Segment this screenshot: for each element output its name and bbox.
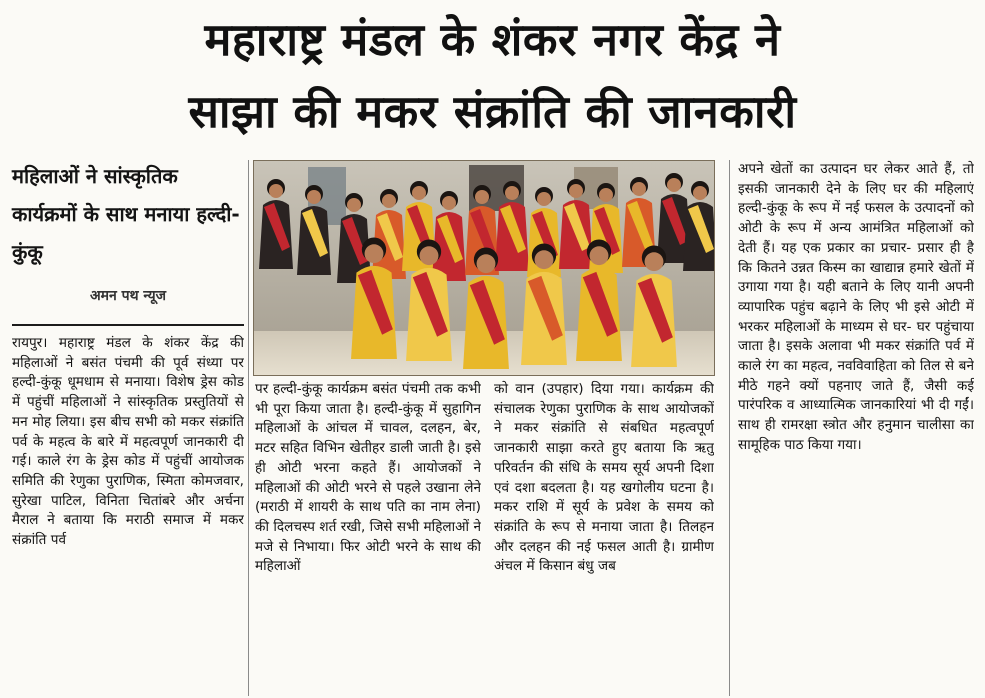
article-column-3: को वान (उपहार) दिया गया। कार्यक्रम की संचालक रेणुका पुराणिक के साथ आयोजकों ने मकर संक्रांति से संबधित महत्वपूर्ण जानकारी साझा करते हुए बताया कि ऋतु परिवर्तन की संधि के समय सूर्य अपनी दिशा एवं दशा बदलता है। यह खगोलीय घटना है। मकर राशि में सूर्य के प्रवेश के समय को संक्रांति के रूप से मनाया जाता है। तिलहन और दलहन की नई फसल आती है। ग्रामीण अंचल में किसान बंधु जब [494, 381, 714, 575]
group-photo [253, 160, 715, 376]
rule-left-top [12, 324, 244, 326]
headline-line-1: महाराष्ट्र मंडल के शंकर नगर केंद्र ने [204, 13, 781, 66]
article-column-4: अपने खेतों का उत्पादन घर लेकर आते हैं, तो इसकी जानकारी देने के लिए घर की महिलाएं हल्दी-कुंकू के रूप में नई फसल के उत्पादनों को ओटी के रूप में अन्य आमंत्रित महिलाओं को देती हैं। यह एक प्रकार का प्रचार- प्रसार ही है कि कितने उन्नत किस्म का खाद्यान्न हमारे खेतों में उगाया गया है। यही बताने के लिए यानी अपनी व्यापारिक पहुंच बढ़ाने के लिए भी इसे ओटी में भरकर महिलाओं के माध्यम से घर- घर पहुंचाया जाता है। इसके अलावा भी मकर संक्रांति पर्व में काले रंग का महत्व, नवविवाहिता को तिल से बने मीठे गहने क्यों पहनाए जाते हैं, जैसी कई पारंपरिक व आध्यात्मिक जानकारियां भी दी गईं। साथ ही रामरक्षा स्त्रोत और हनुमान चालीसा का सामूहिक पाठ किया गया। [738, 161, 974, 453]
divider-vertical-right [729, 160, 730, 696]
subheadline: महिलाओं ने सांस्कृतिक कार्यक्रमों के साथ मनाया हल्दी-कुंकू [12, 164, 240, 264]
group-photo-women-in-sarees-icon [254, 161, 714, 375]
article-column-2: पर हल्दी-कुंकू कार्यक्रम बसंत पंचमी तक कभी भी पूरा किया जाता है। हल्दी-कुंकू में सुहागिन महिलाओं के आंचल में चावल, दलहन, बेर, मटर सहित विभिन खेतीहर डाली जाती है। इसे ही ओटी भरना कहते हैं। आयोजकों ने महिलाओं की ओटी भरने से पहले उखाना लेने (मराठी में शायरी के साथ पति का नाम लेना) की दिलचस्प शर्त रखी, जिसे सभी महिलाओं ने मजे से निभाया। फिर ओटी भरने के साथ की महिलाओं [255, 381, 481, 575]
headline-line-2: साझा की मकर संक्रांति की जानकारी [188, 85, 797, 138]
article-column-1: रायपुर। महाराष्ट्र मंडल के शंकर केंद्र की महिलाओं ने बसंत पंचमी की पूर्व संध्या पर हल्दी-कुंकू धूमधाम से मनाया। विशेष ड्रेस कोड में पहुंचीं महिलाओं ने सांस्कृतिक प्रस्तुतियों से मन मोह लिया। इस बीच सभी को मकर संक्रांति पर्व के महत्व के बारे में महत्वपूर्ण जानकारी दी गई। काले रंग के ड्रेस कोड में पहुंचीं आयोजक समिति की रेणुका पुराणिक, स्मिता कोमजवार, सुरेखा पाटिल, विनिता चितांबरे और अर्चना मैराल ने बताया कि मराठी समाज में मकर संक्रांति पर्व [12, 335, 244, 549]
byline: अमन पथ न्यूज [89, 288, 167, 304]
divider-vertical-left [248, 160, 249, 696]
